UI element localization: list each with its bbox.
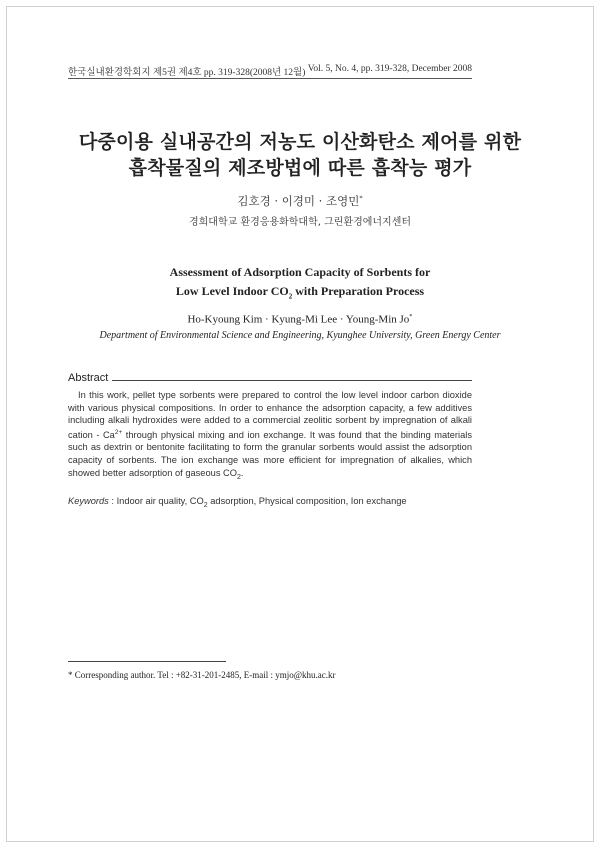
- keywords-label: Keywords: [68, 496, 109, 506]
- korean-title-line-1: 다중이용 실내공간의 저농도 이산화탄소 제어를 위한: [78, 131, 522, 153]
- abstract-body: [68, 389, 472, 484]
- journal-header-english: Vol. 5, No. 4, pp. 319-328, December 2008: [307, 64, 472, 74]
- abstract-heading: Abstract: [68, 372, 112, 384]
- corresponding-author-footnote: * Corresponding author. Tel : +82-31-201-2485, E-mail : ymjo@khu.ac.kr: [68, 670, 336, 680]
- keywords-text-part-1: Indoor air quality, CO: [116, 496, 204, 506]
- abstract-text-part-3: .: [240, 467, 244, 478]
- english-title-line-2: [0, 284, 600, 300]
- abstract-paragraph: [68, 389, 472, 484]
- co2-subscript-abstract: 2: [237, 473, 241, 481]
- corresponding-mark: *: [359, 194, 363, 203]
- journal-header-korean: 한국실내환경학회지 제5권 제4호 pp. 319-328(2008년 12월): [68, 68, 306, 78]
- calcium-charge: 2+: [114, 428, 123, 436]
- abstract-rule: [68, 380, 472, 381]
- abstract-text-part-1: In this work, pellet type sorbents were prepared to control the low level indoor carbon dioxide with various physical compositions. In order to enhance the adsorption capacity, a few additives including alkali hydroxides were added to a commercial zeolitic sorbent by impregnation of alkali cation - Ca: [68, 390, 472, 440]
- english-affiliation: Department of Environmental Science and Engineering, Kyunghee University, Green Energy Center: [99, 330, 501, 341]
- english-authors: [0, 313, 600, 326]
- keywords-line: [68, 496, 407, 509]
- abstract-text-part-2: through physical mixing and ion exchange. It was found that the binding materials such as dextrin or bentonite facilitating to form the granular sorbents would assist the adsorption capacity of sorbents. The ion exchange was more efficient for impregnation of alkalies, which showed better adsorption of gaseous CO: [68, 429, 472, 478]
- english-author-names: Ho-Kyoung Kim · Kyung-Mi Lee · Young-Min Jo: [187, 313, 410, 326]
- korean-author-names: 김호경 · 이경미 · 조영민: [237, 194, 360, 208]
- co2-subscript: 2: [288, 292, 293, 301]
- co2-subscript-keywords: 2: [203, 501, 208, 509]
- korean-title-line-2: 흡착물질의 제조방법에 따른 흡착능 평가: [128, 157, 472, 179]
- corresponding-mark-en: *: [409, 313, 413, 320]
- keywords-text-part-2: adsorption, Physical composition, Ion exchange: [207, 496, 407, 506]
- korean-authors: [0, 193, 600, 209]
- english-title-line-2-end: with Preparation Process: [292, 284, 425, 298]
- korean-affiliation: 경희대학교 환경응용화학대학, 그린환경에너지센터: [188, 217, 412, 228]
- english-title-line-2-start: Low Level Indoor CO: [175, 284, 289, 298]
- english-title-line-1: Assessment of Adsorption Capacity of Sorbents for: [169, 265, 431, 279]
- keywords-separator: :: [108, 496, 117, 506]
- footnote-rule: [68, 661, 226, 662]
- header-rule: [68, 78, 472, 79]
